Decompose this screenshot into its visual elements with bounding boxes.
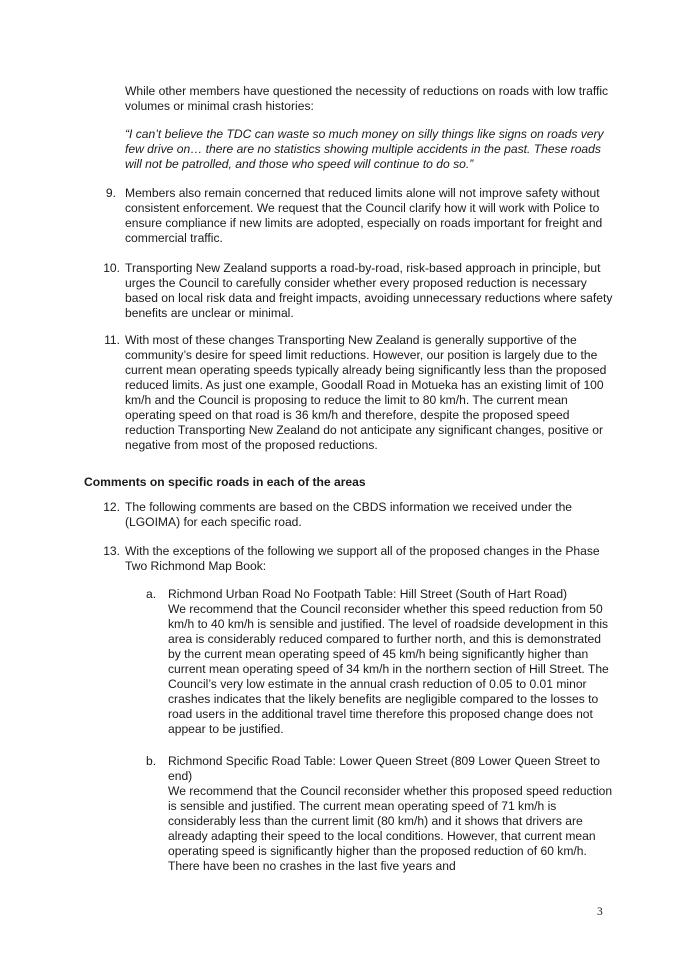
item-text: With the exceptions of the following we support all of the proposed changes in the Phase Two Richmond Map Book: bbox=[125, 544, 600, 573]
member-quote: “I can’t believe the TDC can waste so much money on silly things like signs on roads very few drive on… there are no statistics showing multiple accidents in the past. These roads will not be patrolled, and those who speed will continue to do so.” bbox=[125, 127, 604, 171]
subitem-text: We recommend that the Council reconsider whether this proposed speed reduction is sensible and justified. The current mean operating speed of 71 km/h is considerably less than the current limit (80 km/h) and it shows that drivers are already adapting their speed to the local conditions. However, that current mean operating speed is significantly higher than the proposed reduction of 60 km/h. There have been no crashes in the last five years and bbox=[168, 784, 613, 873]
subitem-a bbox=[146, 587, 614, 737]
item-number: 9. bbox=[105, 186, 116, 200]
item-number: 10. bbox=[103, 261, 120, 275]
item-text: Transporting New Zealand supports a road-by-road, risk-based approach in principle, but urges the Council to carefully consider whether every proposed reduction is necessary based on local risk data and freight impacts, avoiding unnecessary reductions where safety benefits are unclear or minimal. bbox=[125, 261, 613, 320]
intro-text: While other members have questioned the necessity of reductions on roads with low traffic volumes or minimal crash histories: bbox=[125, 84, 609, 113]
subitem-title: Richmond Specific Road Table: Lower Queen Street (809 Lower Queen Street to end) bbox=[168, 754, 601, 783]
subitem-text: We recommend that the Council reconsider whether this speed reduction from 50 km/h to 40 km/h is sensible and justified. The level of roadside development in this area is considerably reduced compared to further north, and this is demonstrated by the current mean operating speed of 45 km/h being significantly higher than current mean operating speed of 34 km/h in the northern section of Hill Street. The Council’s very low estimate in the annual crash reduction of 0.05 to 0.01 minor crashes indicates that the likely benefits are negligible compared to the losses to road users in the additional travel time therefore this proposed change does not appear to be justified. bbox=[168, 602, 609, 736]
subitem-letter: b. bbox=[146, 754, 157, 768]
item-text: With most of these changes Transporting New Zealand is generally supportive of the community’s desire for speed limit reductions. However, our position is largely due to the current mean operating speeds typically already being significantly less than the proposed reduced limits. As just one example, Goodall Road in Motueka has an existing limit of 100 km/h and the Council is proposing to reduce the limit to 80 km/h. The current mean operating speed on that road is 36 km/h and therefore, despite the proposed speed reduction Transporting New Zealand do not anticipate any significant changes, positive or negative from most of the proposed reductions. bbox=[125, 333, 607, 452]
item-number: 11. bbox=[104, 333, 120, 347]
subitem-title: Richmond Urban Road No Footpath Table: Hill Street (South of Hart Road) bbox=[168, 587, 568, 601]
item-number: 13. bbox=[103, 544, 120, 558]
item-text: The following comments are based on the CBDS information we received under the (LGOIMA) for each specific road. bbox=[125, 500, 573, 529]
subitem-b bbox=[146, 754, 614, 874]
item-text: Members also remain concerned that reduced limits alone will not improve safety without consistent enforcement. We request that the Council clarify how it will work with Police to ensure compliance if new limits are adopted, especially on roads important for freight and commercial traffic. bbox=[125, 186, 603, 245]
page-number: 3 bbox=[597, 906, 603, 918]
section-heading: Comments on specific roads in each of the areas bbox=[84, 475, 366, 489]
item-number: 12. bbox=[103, 500, 120, 514]
subitem-letter: a. bbox=[146, 587, 157, 601]
